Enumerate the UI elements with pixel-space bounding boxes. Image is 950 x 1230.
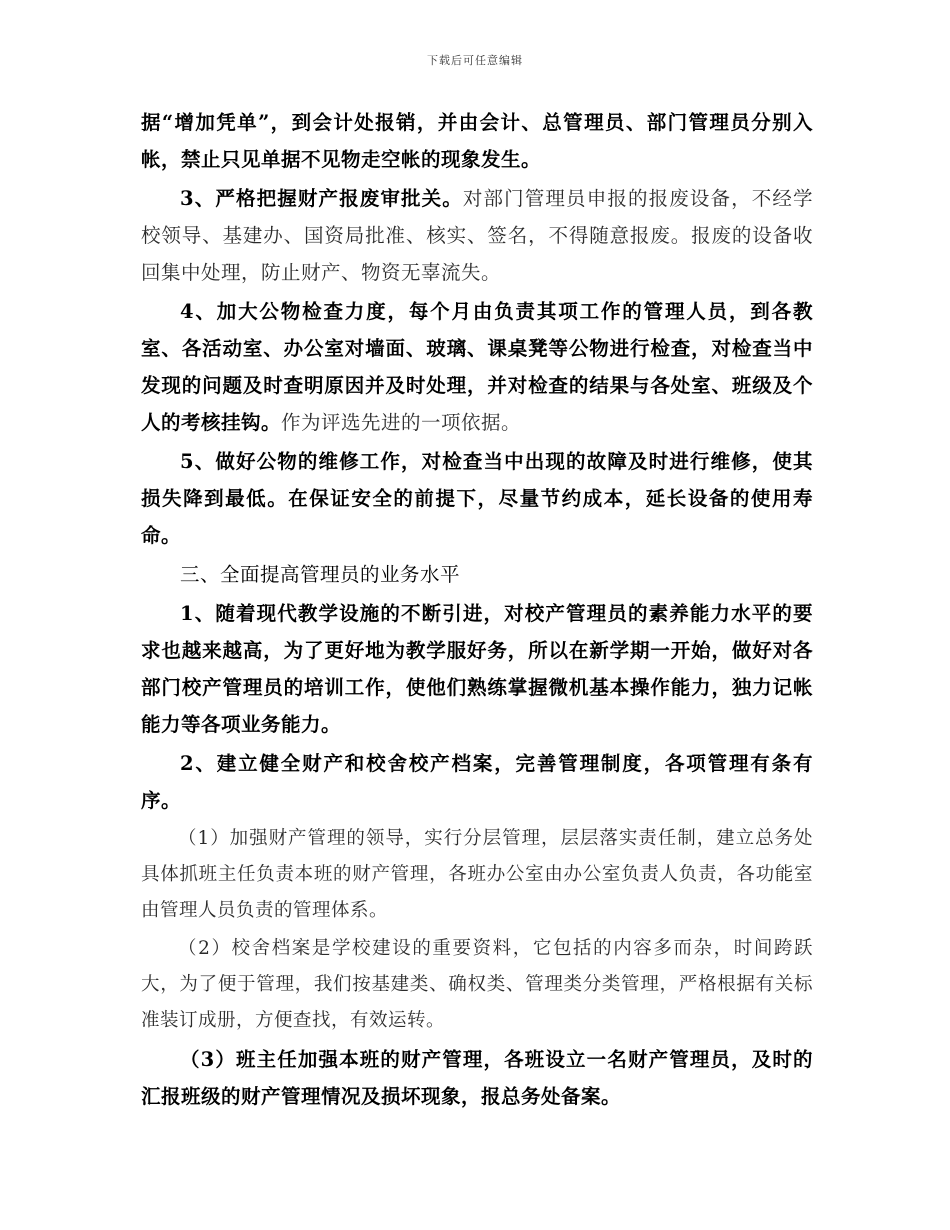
paragraph-sub-2 [141,931,813,1039]
paragraph-item-1 [141,595,813,743]
paragraph-bold-text: 1、随着现代教学设施的不断引进，对校产管理员的素养能力水平的要求也越来越高，为了更好地为教学服好务，所以在新学期一开始，做好对各部门校产管理员的培训工作，使他们熟练掌握微机基本操作能力，独力记帐能力等各项业务能力。 [141,602,813,736]
section-heading [141,556,813,593]
document-body [141,104,813,1117]
paragraph-item-5 [141,443,813,554]
paragraph-bold-text: 4、加大公物检查力度，每个月由负责其项工作的管理人员，到各教室、各活动室、办公室对墙面、玻璃、课桌凳等公物进行检查，对检查当中发现的问题及时查明原因并及时处理，并对检查的结果与各处室、班级及个人的考核挂钩。 [141,300,813,434]
paragraph-continuation [141,104,813,178]
paragraph-item-4 [141,293,813,441]
paragraph-bold-text: 2、建立健全财产和校舍校产档案，完善管理制度，各项管理有条有序。 [141,752,813,812]
paragraph-sub-1 [141,821,813,929]
paragraph-item-2 [141,745,813,819]
paragraph-bold-text: 据“增加凭单”，到会计处报销，并由会计、总管理员、部门管理员分别入帐，禁止只见单据不见物走空帐的现象发生。 [141,111,813,171]
paragraph-normal-text: （2）校舍档案是学校建设的重要资料，它包括的内容多而杂，时间跨跃大，为了便于管理，我们按基建类、确权类、管理类分类管理，严格根据有关标准装订成册，方便查找，有效运转。 [141,938,813,1031]
paragraph-sub-3 [141,1041,813,1115]
page-header: 下载后可任意编辑 [427,54,523,67]
paragraph-bold-text: （3）班主任加强本班的财产管理，各班设立一名财产管理员，及时的汇报班级的财产管理情况及损坏现象，报总务处备案。 [141,1048,813,1108]
section-heading-text: 三、全面提高管理员的业务水平 [180,563,461,586]
paragraph-normal-text: （1）加强财产管理的领导，实行分层管理，层层落实责任制，建立总务处具体抓班主任负责本班的财产管理，各班办公室由办公室负责人负责，各功能室由管理人员负责的管理体系。 [141,828,813,921]
paragraph-normal-text: 对部门管理员申报的报废设备，不经学校领导、基建办、国资局批准、核实、签名，不得随意报废。报废的设备收回集中处理，防止财产、物资无辜流失。 [141,187,813,284]
paragraph-item-3 [141,180,813,291]
paragraph-bold-text: 5、做好公物的维修工作，对检查当中出现的故障及时进行维修，使其损失降到最低。在保证安全的前提下，尽量节约成本，延长设备的使用寿命。 [141,450,813,547]
paragraph-bold-text: 3、严格把握财产报废审批关。 [180,187,463,210]
paragraph-normal-text: 作为评选先进的一项依据。 [281,411,522,434]
